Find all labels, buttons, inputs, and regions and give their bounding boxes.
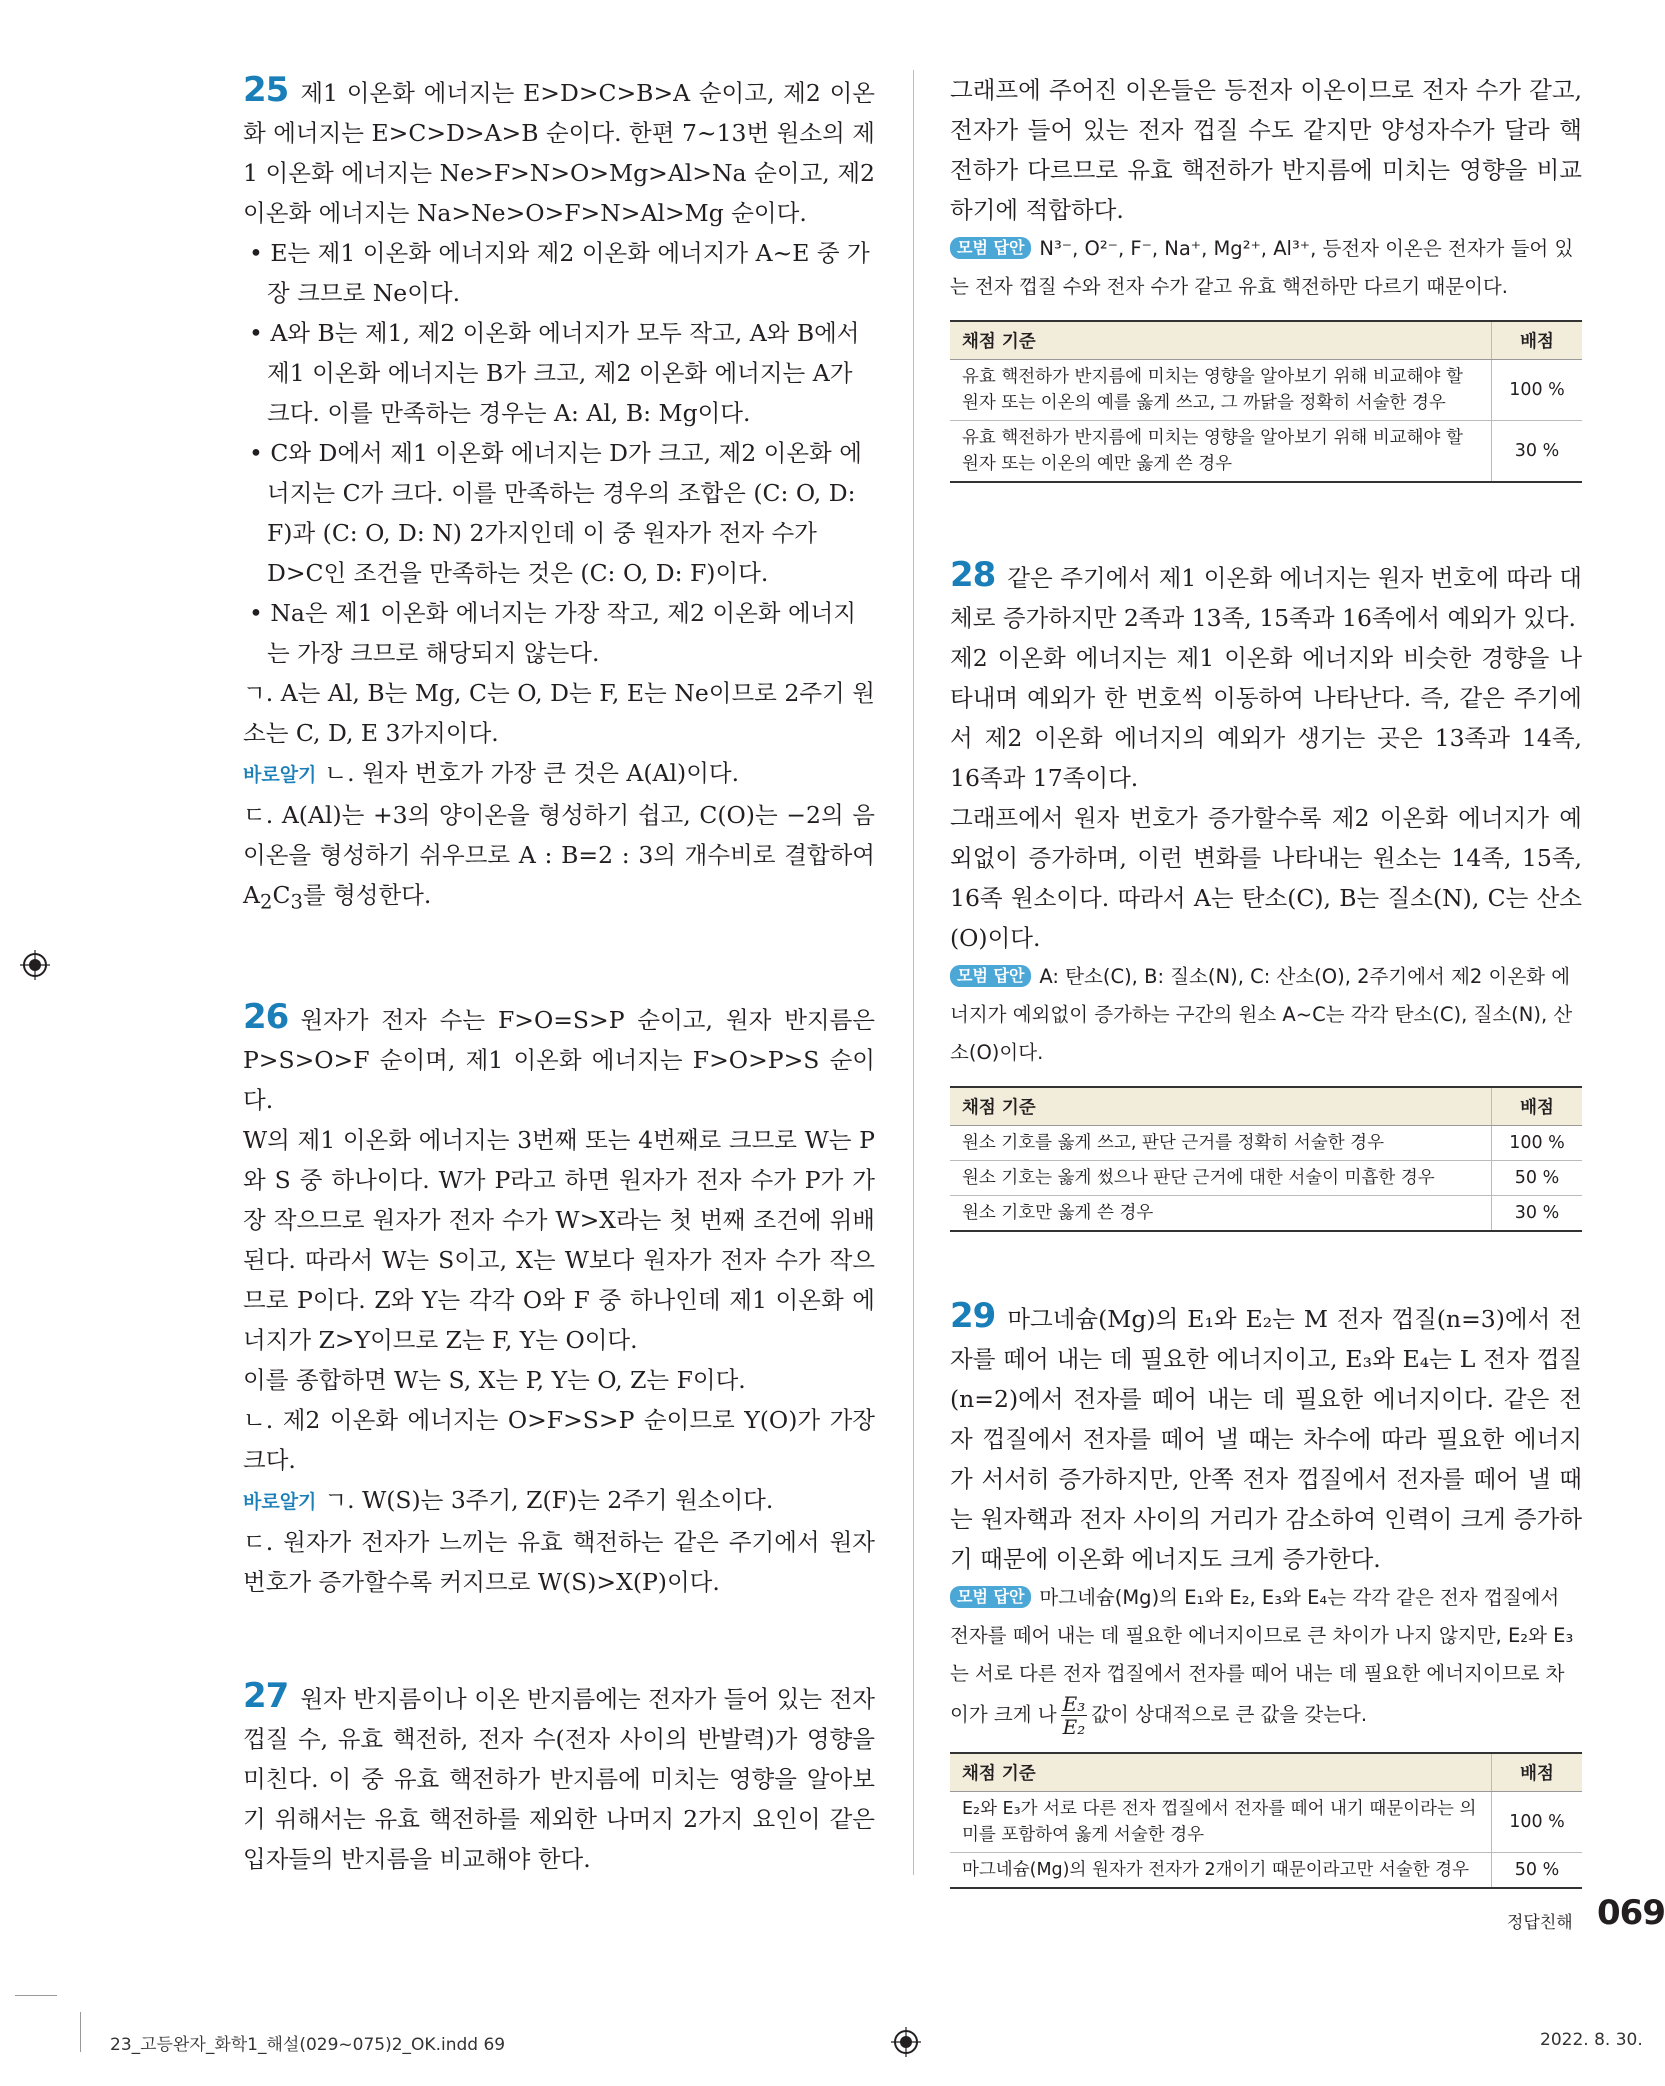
table-row: 유효 핵전하가 반지름에 미치는 영향을 알아보기 위해 비교해야 할 원자 또는 이온의 예를 옳게 쓰고, 그 까닭을 정확히 서술한 경우 100 % bbox=[950, 360, 1582, 421]
print-file-info: 23_고등완자_화학1_해설(029~075)2_OK.indd 69 bbox=[110, 2035, 506, 2055]
model-answer-badge: 모범 답안 bbox=[950, 237, 1031, 259]
q28-intro: 28 같은 주기에서 제1 이온화 에너지는 원자 번호에 따라 대체로 증가하지만 2족과 13족, 15족과 16족에서 예외가 있다. bbox=[950, 555, 1582, 632]
q25-bullet: • C와 D에서 제1 이온화 에너지는 D가 크고, 제2 이온화 에너지는 C가 크다. 이를 만족하는 경우의 조합은 (C: O, D: F)과 (C: O, D: N) 2가지인데 이 중 원자가 전자 수가 D>C인 조건을 만족하는 것은 (C: O, D: F)이다. bbox=[249, 439, 862, 587]
q25-bullet: • A와 B는 제1, 제2 이온화 에너지가 모두 작고, A와 B에서 제1 이온화 에너지는 B가 크고, 제2 이온화 에너지는 A가 크다. 이를 만족하는 경우는 A: Al, B: Mg이다. bbox=[249, 319, 860, 427]
registration-mark-icon bbox=[891, 2027, 921, 2057]
q27-intro: 27 원자 반지름이나 이온 반지름에는 전자가 들어 있는 전자 껍질 수, 유효 핵전하, 전자 수(전자 사이의 반발력)가 영향을 미친다. 이 중 유효 핵전하가 반지름에 미치는 영향을 알아보기 위해서는 유효 핵전하를 제외한 나머지 2가지 요인이 같은 입자들의 반지름을 비교해야 한다. bbox=[243, 1675, 875, 1873]
table-header-points: 배점 bbox=[1492, 1087, 1583, 1126]
q25-intro: 25 제1 이온화 에너지는 E>D>C>B>A 순이고, 제2 이온화 에너지는 E>C>D>A>B 순이다. 한편 7~13번 원소의 제1 이온화 에너지는 Ne>F>N>O>Mg>Al>Na 순이고, 제2 이온화 에너지는 Na>Ne>O>F>N>Al>Mg 순이다. bbox=[243, 70, 875, 227]
table-row: 원소 기호를 옳게 쓰고, 판단 근거를 정확히 서술한 경우 100 % bbox=[950, 1126, 1582, 1161]
table-header-criteria: 채점 기준 bbox=[950, 1753, 1492, 1792]
question-28 bbox=[950, 555, 1582, 1232]
page-number: 069 bbox=[1597, 1893, 1665, 1933]
question-25 bbox=[243, 70, 875, 923]
table-row: 마그네슘(Mg)의 원자가 전자가 2개이기 때문이라고만 서술한 경우 50 % bbox=[950, 1853, 1582, 1889]
model-answer-badge: 모범 답안 bbox=[950, 1586, 1031, 1608]
table-row: E₂와 E₃가 서로 다른 전자 껍질에서 전자를 떼어 내기 때문이라는 의미를 포함하여 옳게 서술한 경우 100 % bbox=[950, 1792, 1582, 1853]
q26-reasoning: W의 제1 이온화 에너지는 3번째 또는 4번째로 크므로 W는 P와 S 중 하나이다. W가 P라고 하면 원자가 전자 수가 P가 가장 작으므로 원자가 전자 수가 W>X라는 첫 번째 조건에 위배된다. 따라서 W는 S이고, X는 W보다 원자가 전자 수가 작으므로 P이다. Z와 Y는 각각 O와 F 중 하나인데 제1 이온화 에너지가 Z>Y이므로 Z는 F, Y는 O이다. bbox=[243, 1125, 875, 1354]
q26-answer-b: ㄴ. 제2 이온화 에너지는 O>F>S>P 순이므로 Y(O)가 가장 크다. bbox=[243, 1405, 875, 1474]
right-column bbox=[950, 70, 1582, 1889]
q26-number: 26 bbox=[243, 996, 289, 1037]
q25-answer-a: ㄱ. A는 Al, B는 Mg, C는 O, D는 F, E는 Ne이므로 2주기 원소는 C, D, E 3가지이다. bbox=[243, 679, 875, 747]
question-27 bbox=[243, 1676, 875, 1879]
print-date: 2022. 8. 30. bbox=[1540, 2030, 1643, 2050]
footer-section-label: 정답친해 bbox=[1507, 1913, 1573, 1933]
left-column bbox=[243, 70, 875, 1879]
table-header-points: 배점 bbox=[1492, 321, 1583, 360]
q27-number: 27 bbox=[243, 1675, 289, 1716]
table-header-points: 배점 bbox=[1492, 1753, 1583, 1792]
crop-mark bbox=[80, 2012, 81, 2052]
table-header-criteria: 채점 기준 bbox=[950, 1087, 1492, 1126]
question-27-continued bbox=[950, 70, 1582, 483]
quick-check-label: 바로알기 bbox=[243, 1490, 317, 1513]
q29-scoring-table bbox=[950, 1752, 1582, 1889]
q25-bullet: • E는 제1 이온화 에너지와 제2 이온화 에너지가 A~E 중 가장 크므로 Ne이다. bbox=[249, 239, 870, 307]
q28-model-answer: 모범 답안 A: 탄소(C), B: 질소(N), C: 산소(O), 2주기에서 제2 이온화 에너지가 예외없이 증가하는 구간의 원소 A~C는 각각 탄소(C), 질소(N), 산소(O)이다. bbox=[950, 965, 1573, 1064]
q28-para2: 제2 이온화 에너지는 제1 이온화 에너지와 비슷한 경향을 나타내며 예외가 한 번호씩 이동하여 나타난다. 즉, 같은 주기에서 제2 이온화 에너지의 예외가 생기는 곳은 13족과 14족, 16족과 17족이다. bbox=[950, 644, 1582, 792]
q29-number: 29 bbox=[950, 1296, 996, 1336]
question-26 bbox=[243, 997, 875, 1602]
table-row: 원소 기호는 옳게 썼으나 판단 근거에 대한 서술이 미흡한 경우 50 % bbox=[950, 1161, 1582, 1196]
fraction-e3-over-e2: $\frac{\text{E₃}}{\text{E₂}}$ bbox=[1062, 1692, 1086, 1739]
crop-mark bbox=[15, 1995, 57, 1996]
q28-number: 28 bbox=[950, 555, 996, 595]
q27-scoring-table bbox=[950, 320, 1582, 483]
q27-explanation: 그래프에 주어진 이온들은 등전자 이온이므로 전자 수가 같고, 전자가 들어 있는 전자 껍질 수도 같지만 양성자수가 달라 핵전하가 다르므로 유효 핵전하가 반지름에 미치는 영향을 비교하기에 적합하다. bbox=[950, 76, 1582, 224]
q29-model-answer: 모범 답안 마그네슘(Mg)의 E₁와 E₂, E₃와 E₄는 각각 같은 전자 껍질에서 전자를 떼어 내는 데 필요한 에너지이므로 큰 차이가 나지 않지만, E₂와 E₃는 서로 다른 전자 껍질에서 전자를 떼어 내는 데 필요한 에너지이므로 차이가 크게 나 $\frac{\text{E₃}}{\text{E₂}}$ 값이 상대적으로 큰 값을 갖는다. bbox=[950, 1586, 1574, 1739]
q29-intro: 29 마그네슘(Mg)의 E₁와 E₂는 M 전자 껍질(n=3)에서 전자를 떼어 내는 데 필요한 에너지이고, E₃와 E₄는 L 전자 껍질(n=2)에서 전자를 떼어 내는 데 필요한 에너지이다. 같은 전자 껍질에서 전자를 떼어 낼 때는 차수에 따라 필요한 에너지가 서서히 증가하지만, 안쪽 전자 껍질에서 전자를 떼어 낼 때는 원자핵과 전자 사이의 거리가 감소하여 인력이 크게 증가하기 때문에 이온화 에너지도 크게 증가한다. bbox=[950, 1296, 1582, 1573]
model-answer-badge: 모범 답안 bbox=[950, 965, 1031, 987]
column-divider bbox=[913, 70, 914, 1875]
q25-number: 25 bbox=[243, 70, 289, 110]
q25-answer-c: ㄷ. A(Al)는 +3의 양이온을 형성하기 쉽고, C(O)는 −2의 음이온을 형성하기 쉬우므로 A : B=2 : 3의 개수비로 결합하여 $A_2C_3$를 형성한다. bbox=[243, 801, 875, 914]
table-header-criteria: 채점 기준 bbox=[950, 321, 1492, 360]
q26-intro: 26 원자가 전자 수는 F>O=S>P 순이고, 원자 반지름은 P>S>O>F 순이며, 제1 이온화 에너지는 F>O>P>S 순이다. bbox=[243, 996, 875, 1114]
q26-answer-c: ㄷ. 원자가 전자가 느끼는 유효 핵전하는 같은 주기에서 원자 번호가 증가할수록 커지므로 W(S)>X(P)이다. bbox=[243, 1527, 875, 1596]
question-29 bbox=[950, 1296, 1582, 1889]
q28-para3: 그래프에서 원자 번호가 증가할수록 제2 이온화 에너지가 예외없이 증가하며, 이런 변화를 나타내는 원소는 14족, 15족, 16족 원소이다. 따라서 A는 탄소(C), B는 질소(N), C는 산소(O)이다. bbox=[950, 804, 1582, 952]
q27-model-answer: 모범 답안 N³⁻, O²⁻, F⁻, Na⁺, Mg²⁺, Al³⁺, 등전자 이온은 전자가 들어 있는 전자 껍질 수와 전자 수가 같고 유효 핵전하만 다르기 때문이다. bbox=[950, 237, 1574, 298]
quick-check-label: 바로알기 bbox=[243, 764, 317, 786]
registration-mark-icon bbox=[20, 950, 50, 980]
q26-summary: 이를 종합하면 W는 S, X는 P, Y는 O, Z는 F이다. bbox=[243, 1365, 746, 1394]
q25-bullet: • Na은 제1 이온화 에너지는 가장 작고, 제2 이온화 에너지는 가장 크므로 해당되지 않는다. bbox=[249, 599, 857, 667]
q26-quick-check: 바로알기 ㄱ. W(S)는 3주기, Z(F)는 2주기 원소이다. bbox=[243, 1485, 774, 1514]
q25-quick-check: 바로알기 ㄴ. 원자 번호가 가장 큰 것은 A(Al)이다. bbox=[243, 759, 740, 787]
q28-scoring-table bbox=[950, 1086, 1582, 1232]
table-row: 유효 핵전하가 반지름에 미치는 영향을 알아보기 위해 비교해야 할 원자 또는 이온의 예만 옳게 쓴 경우 30 % bbox=[950, 421, 1582, 483]
table-row: 원소 기호만 옳게 쓴 경우 30 % bbox=[950, 1196, 1582, 1232]
